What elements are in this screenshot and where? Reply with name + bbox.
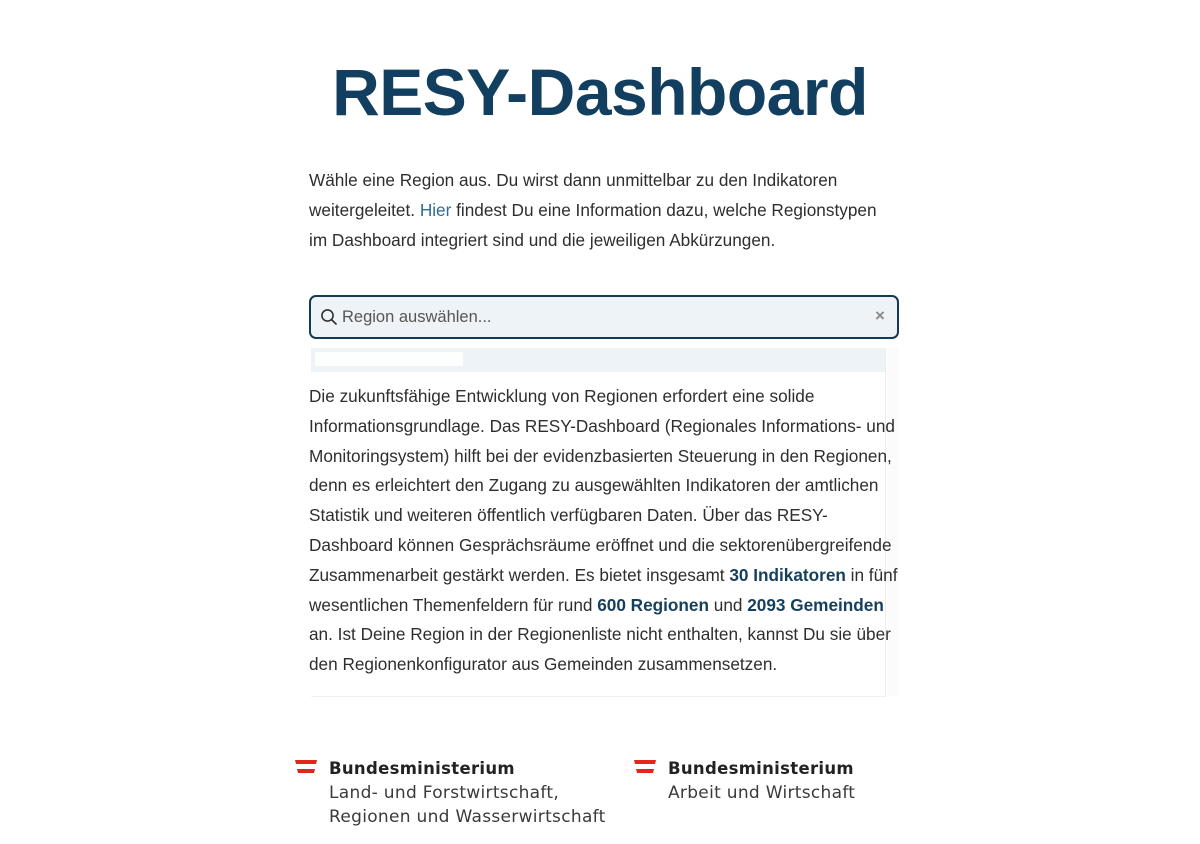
description-part1: Die zukunftsfähige Entwicklung von Regionen erfordert eine solide Informationsgrundlage. Das RESY-Dashboard (Regionales Informations- und Monitoringsystem) hilft bei der evidenzbasierten Steuerung in den Regionen, denn es erleichtert den Zugang zu ausgewählten Indikatoren der amtlichen Statistik und weiteren öffentlich verfügbaren Daten. Über das RESY-Dashboard können Gesprächsräume eröffnet und die sektorenübergreifende Zusammenarbeit gestärkt werden. Es bietet insgesamt: [309, 386, 895, 585]
search-icon: [320, 308, 338, 326]
intro-text-part1: Wähle eine Region aus. Du wirst dann unmittelbar zu den Indikatoren weitergeleitet.: [309, 170, 838, 220]
intro-text: [309, 166, 899, 255]
municipality-count: 2093 Gemeinden: [747, 594, 884, 615]
description-part2: in fünf wesentlichen Themenfeldern für rund: [309, 564, 898, 615]
description-part3: und: [708, 594, 748, 615]
indicator-count: 30 Indikatoren: [729, 564, 846, 585]
austrian-flag-icon: [634, 760, 656, 774]
region-types-info-link[interactable]: Hier: [419, 199, 452, 220]
description-part4: an. Ist Deine Region in der Regionenliste nicht enthalten, kannst Du sie über den Regionenkonfigurator aus Gemeinden zusammensetzen.: [309, 624, 891, 675]
region-search-input[interactable]: [341, 297, 862, 337]
intro-text-part2: findest Du eine Information dazu, welche Regionstypen im Dashboard integriert sind und die jeweiligen Abkürzungen.: [309, 199, 877, 250]
ministry-line-2: Land- und Forstwirtschaft,: [329, 783, 560, 803]
region-count: 600 Regionen: [597, 594, 709, 615]
page-title: RESY-Dashboard: [332, 55, 868, 129]
ministry-name: [668, 757, 855, 805]
dropdown-option-placeholder: [315, 352, 463, 366]
description-text: [309, 382, 899, 680]
ministry-line-2: Arbeit und Wirtschaft: [668, 783, 856, 803]
ministry-line-1: Bundesministerium: [668, 759, 854, 778]
region-search-box[interactable]: [309, 295, 899, 339]
ministry-name: [329, 757, 606, 829]
dropdown-first-option[interactable]: [311, 348, 885, 372]
ministry-line-1: Bundesministerium: [329, 759, 515, 778]
close-icon[interactable]: ×: [875, 306, 885, 325]
austrian-flag-icon: [295, 760, 317, 774]
ministry-line-3: Regionen und Wasserwirtschaft: [329, 807, 606, 827]
